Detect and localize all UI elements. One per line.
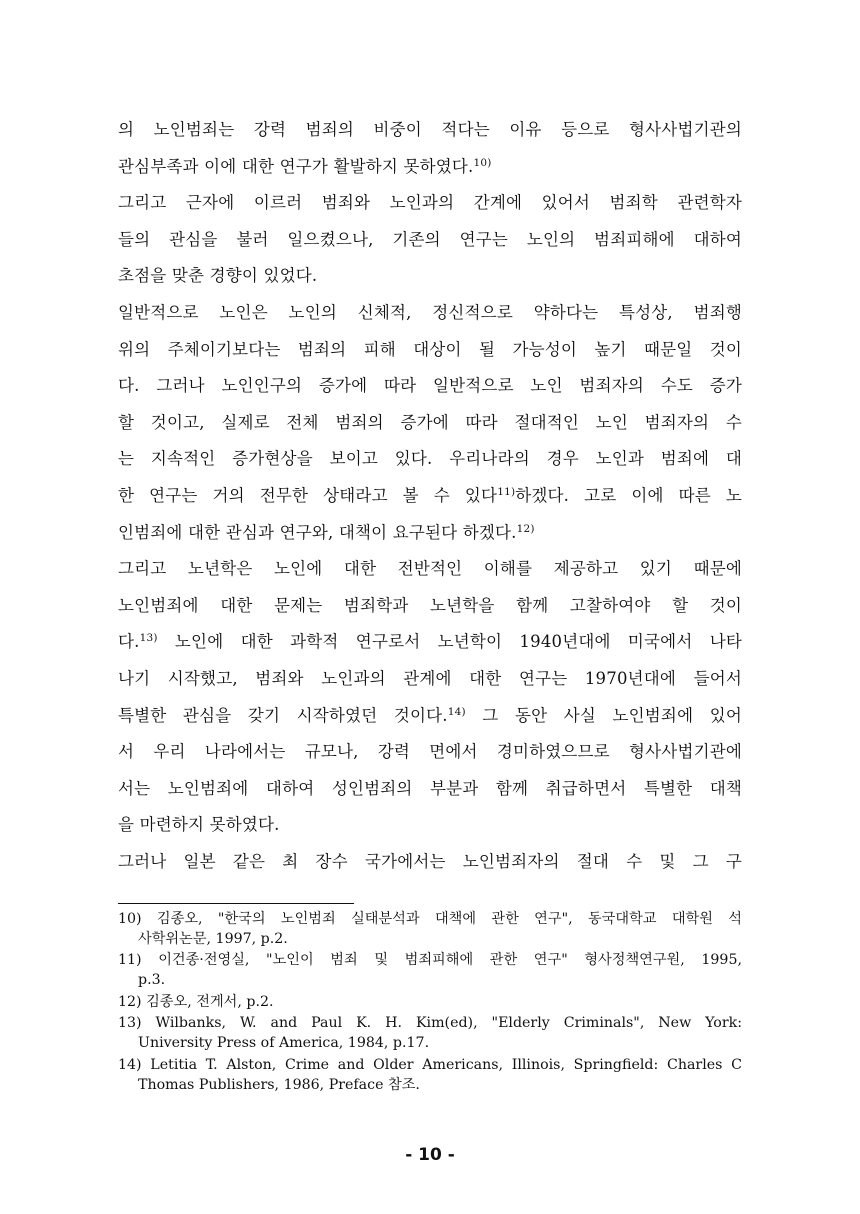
body-line-text: 서 우리 나라에서는 규모나, 강력 면에서 경미하였으므로 형사사법기관에 bbox=[118, 742, 742, 762]
footnote-line: 사학위논문, 1997, p.2. bbox=[138, 930, 288, 947]
footnote-line: 13) Wilbanks, W. and Paul K. H. Kim(ed), "Elderly Criminals", New York: bbox=[118, 1015, 742, 1032]
body-line bbox=[118, 661, 742, 698]
body-line-text: 다. bbox=[118, 632, 140, 652]
footnote-line: 11) 이건종·전영실, "노인이 범죄 및 범죄피해에 관한 연구" 형사정책연구원, 1995, bbox=[118, 952, 742, 969]
body-line bbox=[118, 258, 742, 295]
body-line-text: 관심부족과 이에 대한 연구가 활발하지 못하였다. bbox=[118, 156, 474, 176]
footnote bbox=[118, 1056, 742, 1096]
footnote-line: 12) 김종오, 전게서, p.2. bbox=[118, 993, 274, 1010]
footnote bbox=[118, 951, 742, 991]
body-line-text: 다. 그러나 노인인구의 증가에 따라 일반적으로 노인 범죄자의 수도 증가 bbox=[118, 376, 742, 396]
body-line-text: 인범죄에 대한 관심과 연구와, 대책이 요구된다 하겠다. bbox=[118, 522, 517, 542]
body-line bbox=[118, 844, 742, 881]
body-line bbox=[118, 515, 742, 552]
body-line bbox=[118, 441, 742, 478]
footnote bbox=[118, 910, 742, 950]
body-line bbox=[118, 478, 742, 515]
body-text bbox=[118, 112, 742, 880]
body-line-text: 을 마련하지 못하였다. bbox=[118, 815, 280, 835]
footnotes bbox=[118, 910, 742, 1097]
footnote-line: 14) Letitia T. Alston, Crime and Older Americans, Illinois, Springfield: Charles C bbox=[118, 1056, 742, 1073]
body-line-text: 특별한 관심을 갖기 시작하였던 것이다. bbox=[118, 705, 448, 725]
body-line-text: 한 연구는 거의 전무한 상태라고 볼 수 있다 bbox=[118, 485, 498, 505]
page-number: - 10 - bbox=[405, 1145, 455, 1165]
body-line-text: 할 것이고, 실제로 전체 범죄의 증가에 따라 절대적인 노인 범죄자의 수 bbox=[118, 412, 742, 432]
footnote-ref: 11) bbox=[497, 486, 516, 499]
body-line bbox=[118, 551, 742, 588]
body-line bbox=[118, 185, 742, 222]
body-line-text-after: 노인에 대한 과학적 연구로서 노년학이 1940년대에 미국에서 나타 bbox=[157, 632, 742, 652]
body-line-text-after: 그 동안 사실 노인범죄에 있어 bbox=[465, 705, 742, 725]
body-line bbox=[118, 222, 742, 259]
footnote-ref: 12) bbox=[516, 522, 535, 535]
body-line-text: 는 지속적인 증가현상을 보이고 있다. 우리나라의 경우 노인과 범죄에 대 bbox=[118, 449, 742, 469]
footnote-ref: 14) bbox=[447, 705, 466, 718]
footnote-line: p.3. bbox=[138, 972, 166, 989]
body-line bbox=[118, 368, 742, 405]
body-line-text: 의 노인범죄는 강력 범죄의 비중이 적다는 이유 등으로 형사사법기관의 bbox=[118, 120, 742, 139]
body-line-text: 노인범죄에 대한 문제는 범죄학과 노년학을 함께 고찰하여야 할 것이 bbox=[118, 595, 742, 615]
body-line bbox=[118, 807, 742, 844]
footnote-divider bbox=[118, 903, 354, 904]
body-line bbox=[118, 771, 742, 808]
body-line-text: 초점을 맞춘 경향이 있었다. bbox=[118, 266, 318, 286]
body-line-text-after: 하겠다. 고로 이에 따른 노 bbox=[515, 485, 742, 505]
body-line bbox=[118, 405, 742, 442]
body-line bbox=[118, 295, 742, 332]
body-line bbox=[118, 698, 742, 735]
body-line bbox=[118, 588, 742, 625]
body-line-text: 일반적으로 노인은 노인의 신체적, 정신적으로 약하다는 특성상, 범죄행 bbox=[118, 302, 742, 322]
body-line bbox=[118, 332, 742, 369]
footnote-line: University Press of America, 1984, p.17. bbox=[138, 1035, 430, 1052]
body-line bbox=[118, 112, 742, 149]
footnote bbox=[118, 993, 742, 1013]
footnote-ref: 10) bbox=[473, 156, 492, 169]
body-line bbox=[118, 624, 742, 661]
body-line bbox=[118, 734, 742, 771]
body-line-text: 나기 시작했고, 범죄와 노인과의 관계에 대한 연구는 1970년대에 들어서 bbox=[118, 668, 742, 688]
body-line-text: 위의 주체이기보다는 범죄의 피해 대상이 될 가능성이 높기 때문일 것이 bbox=[118, 339, 742, 359]
body-line-text: 그리고 노년학은 노인에 대한 전반적인 이해를 제공하고 있기 때문에 bbox=[118, 559, 742, 579]
footnote-line: 10) 김종오, "한국의 노인범죄 실태분석과 대책에 관한 연구", 동국대학교 대학원 석 bbox=[118, 911, 742, 927]
body-line-text: 서는 노인범죄에 대하여 성인범죄의 부분과 함께 취급하면서 특별한 대책 bbox=[118, 778, 742, 798]
body-line-text: 그리고 근자에 이르러 범죄와 노인과의 간계에 있어서 범죄학 관련학자 bbox=[118, 193, 742, 213]
body-line-text: 그러나 일본 같은 최 장수 국가에서는 노인범죄자의 절대 수 및 그 구 bbox=[118, 851, 742, 871]
footnote bbox=[118, 1014, 742, 1054]
body-line bbox=[118, 149, 742, 186]
body-line-text: 들의 관심을 불러 일으켰으나, 기존의 연구는 노인의 범죄피해에 대하여 bbox=[118, 229, 742, 249]
footnote-ref: 13) bbox=[139, 632, 158, 645]
footnote-line: Thomas Publishers, 1986, Preface 참조. bbox=[138, 1076, 420, 1093]
